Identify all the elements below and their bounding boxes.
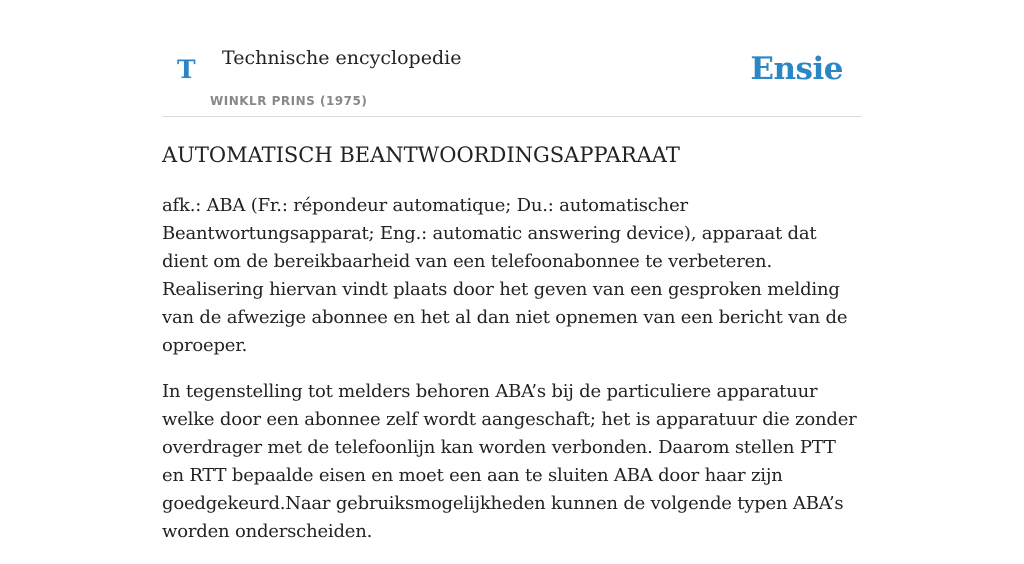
article (162, 140, 862, 564)
article-title: AUTOMATISCH BEANTWOORDINGSAPPARAAT (162, 143, 680, 167)
article-paragraph: afk.: ABA (Fr.: répondeur automatique; Du.: automatischer Beantwortungsapparat; Eng.: automatic answering device), apparaat dat dient om de bereikbaarheid van een telefoonabonnee te verbeteren. Realisering hiervan vindt plaats door het geven van een gesproken melding van de afwezige abonnee en het al dan niet opnemen van een bericht van de oproeper. (162, 195, 848, 356)
publication-title[interactable]: Technische encyclopedie (222, 47, 462, 69)
brand-logo[interactable]: Ensie (750, 51, 843, 87)
article-paragraph: In tegenstelling tot melders behoren ABA’s bij de particuliere apparatuur welke door een abonnee zelf wordt aangeschaft; het is apparatuur die zonder overdrager met de telefoonlijn kan worden verbonden. Daarom stellen PTT en RTT bepaalde eisen en moet een aan te sluiten ABA door haar zijn goedgekeurd.Naar gebruiksmogelijkheden kunnen de volgende typen ABA’s worden onderscheiden. (162, 381, 857, 542)
publication-source: WINKLR PRINS (1975) (210, 94, 368, 108)
header (162, 38, 862, 117)
publication-logo-icon[interactable]: T (177, 55, 196, 84)
